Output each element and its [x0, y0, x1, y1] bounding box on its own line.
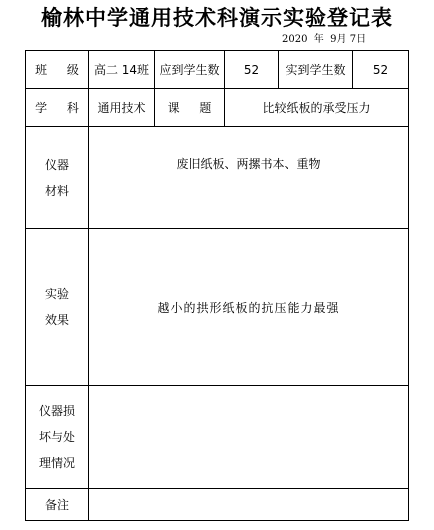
- subject-label: 学 科: [26, 89, 89, 127]
- table-row: [26, 127, 409, 229]
- equipment-label-line1: 仪器: [44, 157, 69, 172]
- damage-value[interactable]: [89, 386, 409, 489]
- page-title: 榆林中学通用技术科演示实验登记表: [41, 5, 393, 30]
- subject-value[interactable]: 通用技术: [89, 89, 155, 127]
- damage-label: [26, 386, 89, 489]
- topic-label: 课 题: [155, 89, 225, 127]
- table-row: [26, 89, 409, 127]
- result-label: [26, 229, 89, 386]
- damage-label-line3: 理情况: [38, 456, 75, 470]
- expected-students-value[interactable]: 52: [225, 51, 279, 89]
- class-value[interactable]: 高二 14班: [89, 51, 155, 89]
- class-label: 班 级: [26, 51, 89, 89]
- topic-value[interactable]: 比较纸板的承受压力: [225, 89, 409, 127]
- remarks-label: 备注: [26, 489, 89, 521]
- result-label-line1: 实验: [44, 287, 69, 301]
- actual-students-label: 实到学生数: [279, 51, 353, 89]
- table-row: [26, 386, 409, 489]
- result-label-line2: 效果: [44, 313, 69, 327]
- date-line: 2020 年 9月 7日: [282, 34, 367, 45]
- equipment-label-line2: 材料: [44, 183, 69, 198]
- expected-students-label: 应到学生数: [155, 51, 225, 89]
- equipment-label: [26, 127, 89, 229]
- damage-label-line2: 坏与处: [38, 430, 75, 444]
- damage-label-line1: 仪器损: [38, 404, 75, 418]
- remarks-value[interactable]: [89, 489, 409, 521]
- registration-table: [25, 50, 409, 521]
- table-row: [26, 489, 409, 521]
- table-row: [26, 229, 409, 386]
- equipment-value[interactable]: 废旧纸板、两摞书本、重物: [89, 127, 409, 229]
- table-row: [26, 51, 409, 89]
- result-value[interactable]: 越小的拱形纸板的抗压能力最强: [89, 229, 409, 386]
- actual-students-value[interactable]: 52: [353, 51, 409, 89]
